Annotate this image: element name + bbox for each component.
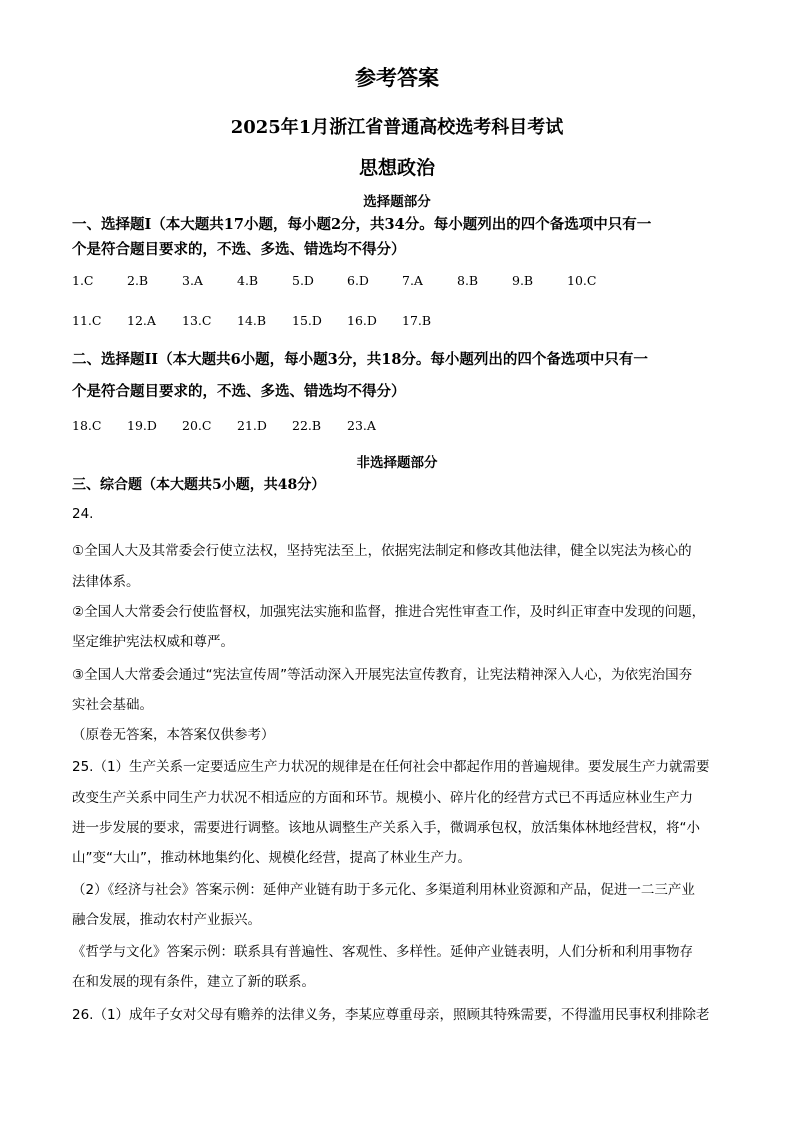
answer-item: 9.B: [512, 273, 534, 288]
answer-text-line: ①全国人大及其常委会行使立法权，坚持宪法至上，依据宪法制定和修改其他法律，健全以宪法为核心的: [72, 543, 692, 559]
answer-item: 12.A: [127, 313, 156, 328]
answer-item: 6.D: [347, 273, 369, 288]
answer-item: 4.B: [237, 273, 259, 288]
answer-text-line: 25.（1）生产关系一定要适应生产力状况的规律是在任何社会中都起作用的普遍规律。要发展生产力就需要: [72, 759, 710, 775]
answer-text-line: 在和发展的现有条件，建立了新的联系。: [72, 974, 315, 990]
answer-text-line: 26.（1）成年子女对父母有赡养的法律义务，李某应尊重母亲，照顾其特殊需要，不得滥用民事权利排除老: [72, 1007, 710, 1023]
section1-line1: 一、选择题I（本大题共17小题，每小题2分，共34分。每小题列出的四个备选项中只有一: [72, 216, 652, 233]
answer-item: 5.D: [292, 273, 314, 288]
answer-item: 18.C: [72, 418, 102, 433]
answer-item: 1.C: [72, 273, 94, 288]
answer-item: 17.B: [402, 313, 432, 328]
answer-item: 23.A: [347, 418, 376, 433]
answer-text-line: （2）《经济与社会》答案示例：延伸产业链有助于多元化、多渠道利用林业资源和产品，促进一二三产业: [72, 882, 695, 898]
answer-item: 8.B: [457, 273, 479, 288]
answer-text-line: 《哲学与文化》答案示例：联系具有普遍性、客观性、多样性。延伸产业链表明，人们分析和利用事物存: [72, 944, 693, 960]
answer-item: 13.C: [182, 313, 212, 328]
answer-item: 7.A: [402, 273, 423, 288]
answer-text-line: 进一步发展的要求，需要进行调整。该地从调整生产关系入手，微调承包权，放活集体林地经营权，将“小: [72, 820, 700, 836]
answer-text-line: 坚定维护宪法权威和尊严。: [72, 634, 234, 650]
answer-text-line: 融合发展，推动农村产业振兴。: [72, 912, 261, 928]
page-title: 参考答案: [355, 65, 439, 90]
answer-item: 2.B: [127, 273, 149, 288]
answer-item: 20.C: [182, 418, 212, 433]
subject-title: 思想政治: [358, 157, 435, 179]
answer-text-line: 实社会基础。: [72, 697, 153, 713]
answer-item: 22.B: [292, 418, 322, 433]
section2-line1: 二、选择题II（本大题共6小题，每小题3分，共18分。每小题列出的四个备选项中只有一: [72, 351, 648, 368]
answer-item: 19.D: [127, 418, 157, 433]
answer-text-line: ③全国人大常委会通过“宪法宣传周”等活动深入开展宪法宣传教育，让宪法精神深入人心，为依宪治国夯: [72, 667, 693, 683]
answer-item: 21.D: [237, 418, 267, 433]
exam-title: 2025年1月浙江省普通高校选考科目考试: [230, 117, 564, 138]
answer-text-line: 改变生产关系中同生产力状况不相适应的方面和环节。规模小、碎片化的经营方式已不再适应林业生产力: [72, 790, 693, 806]
part1-heading: 选择题部分: [363, 194, 431, 210]
section2-line2: 个是符合题目要求的，不选、多选、错选均不得分）: [72, 383, 406, 400]
answer-text-line: 24.: [72, 506, 94, 522]
answer-item: 10.C: [567, 273, 597, 288]
answer-item: 15.D: [292, 313, 322, 328]
section3-heading: 三、综合题（本大题共5小题，共48分）: [72, 477, 326, 493]
part2-heading: 非选择题部分: [356, 455, 438, 471]
answer-text-line: 山”变“大山”，推动林地集约化、规模化经营，提高了林业生产力。: [72, 850, 471, 866]
answer-item: 11.C: [72, 313, 102, 328]
answer-text-line: ②全国人大常委会行使监督权，加强宪法实施和监督，推进合宪性审查工作，及时纠正审查中发现的问题，: [72, 604, 706, 620]
answer-item: 3.A: [182, 273, 203, 288]
answer-item: 14.B: [237, 313, 267, 328]
answer-text-line: （原卷无答案，本答案仅供参考）: [72, 727, 275, 743]
answer-text-line: 法律体系。: [72, 574, 140, 590]
section1-line2: 个是符合题目要求的，不选、多选、错选均不得分）: [72, 241, 406, 258]
answer-item: 16.D: [347, 313, 377, 328]
